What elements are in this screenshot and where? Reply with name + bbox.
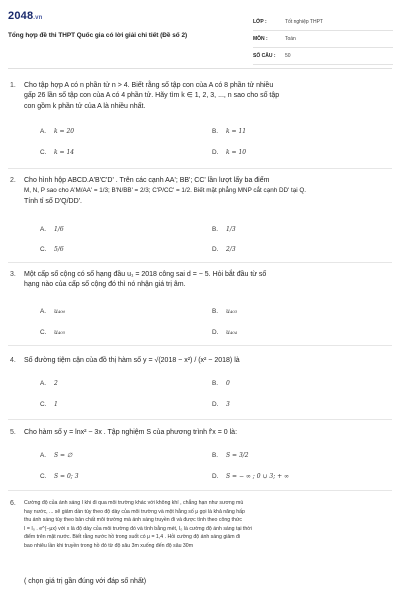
question-line: Cho hình hộp ABCD.A'B'C'D' . Trên các cạnh AA'; BB'; CC' lần lượt lấy ba điểm <box>24 177 270 184</box>
question-divider <box>8 490 392 491</box>
option-letter: A. <box>40 380 47 387</box>
option-value: k = 20 <box>54 128 75 135</box>
question-line: điểm trên mặt nước. Biết rằng nước hồ trong suốt có μ = 1,4 . Hỏi cường độ ánh sáng giảm đi <box>24 534 241 541</box>
question-line: M, N, P sao cho A'M/AA' = 1/3; B'N/BB' = 2/3; C'P/CC' = 1/2. Biết mặt phẳng MNP cắt cạnh DD' tại Q. <box>24 187 307 195</box>
question-text <box>24 356 384 366</box>
option-d[interactable] <box>212 246 236 253</box>
meta-key: MÔN : <box>253 36 268 42</box>
option-c[interactable] <box>40 149 74 156</box>
option-b[interactable] <box>212 452 249 459</box>
meta-value: Tốt nghiệp THPT <box>285 19 323 25</box>
question-line: gấp 26 lần số tập con của A có 4 phần tử. Hãy tìm k ∈ 1, 2, 3, ..., n sao cho số tập <box>24 92 280 100</box>
meta-key: SỐ CÂU : <box>253 53 276 59</box>
option-c[interactable] <box>40 329 65 336</box>
question-note: ( chọn giá trị gần đúng với đáp số nhất) <box>24 578 147 585</box>
question-text <box>24 499 389 551</box>
question-divider <box>8 262 392 263</box>
option-value: u₄₀₄ <box>226 329 238 336</box>
option-value: 1/6 <box>54 226 64 233</box>
meta-key: LỚP : <box>253 19 267 25</box>
option-letter: B. <box>212 452 219 459</box>
question-text <box>24 428 384 438</box>
option-letter: D. <box>212 246 219 253</box>
option-d[interactable] <box>212 401 230 408</box>
option-a[interactable] <box>40 128 74 135</box>
option-b[interactable] <box>212 380 230 387</box>
option-value: 5/6 <box>54 246 64 253</box>
question-line: thu ánh sáng tùy theo bản chất môi trường mà ánh sáng truyền đi và được tính theo công thức <box>24 517 242 524</box>
option-letter: D. <box>212 329 219 336</box>
option-value: k = 14 <box>54 149 75 156</box>
option-a[interactable] <box>40 226 64 233</box>
question-divider <box>8 168 392 169</box>
document-title: Tổng hợp đề thi THPT Quốc gia có lời giải chi tiết (Đề số 2) <box>8 32 188 39</box>
option-value: S = 0; 3 <box>54 473 79 480</box>
option-c[interactable] <box>40 246 64 253</box>
option-letter: B. <box>212 226 219 233</box>
meta-panel <box>253 14 393 65</box>
option-letter: B. <box>212 380 219 387</box>
question-number: 5. <box>10 429 16 436</box>
option-letter: C. <box>40 246 47 253</box>
option-letter: B. <box>212 128 219 135</box>
option-letter: D. <box>212 473 219 480</box>
option-b[interactable] <box>212 226 236 233</box>
option-value: S = ∅ <box>54 452 73 459</box>
option-letter: A. <box>40 226 47 233</box>
option-letter: A. <box>40 128 47 135</box>
question-line: Cho hàm số y = lnx² − 3x . Tập nghiệm S của phương trình f'x = 0 là: <box>24 429 238 436</box>
question-text <box>24 270 384 291</box>
option-value: 1/3 <box>226 226 236 233</box>
option-value: 2 <box>54 380 58 387</box>
option-letter: D. <box>212 401 219 408</box>
question-line: hay nước, ... sẽ giảm dần tùy theo độ dày của môi trường và một hằng số μ gọi là khả năng hấp <box>24 508 245 515</box>
question-number: 1. <box>10 82 16 89</box>
option-letter: C. <box>40 401 47 408</box>
option-d[interactable] <box>212 329 237 336</box>
question-text <box>24 81 384 112</box>
option-value: 0 <box>226 380 230 387</box>
option-value: u₄₀₃ <box>226 308 238 315</box>
option-b[interactable] <box>212 308 237 315</box>
option-letter: B. <box>212 308 219 315</box>
meta-value: 50 <box>285 53 291 59</box>
question-line: hạng nào của cấp số cộng đó thì nó nhận giá trị âm. <box>24 281 186 289</box>
question-number: 3. <box>10 271 16 278</box>
question-text <box>24 176 384 207</box>
option-value: 1 <box>54 401 58 408</box>
option-value: S = 3/2 <box>226 452 249 459</box>
option-c[interactable] <box>40 473 79 480</box>
option-letter: A. <box>40 452 47 459</box>
header-divider <box>8 68 392 69</box>
question-divider <box>8 419 392 420</box>
question-line: Số đường tiệm cận của đồ thị hàm số y = √(2018 − x²) / (x² − 2018) là <box>24 357 240 364</box>
option-value: k = 11 <box>226 128 247 135</box>
page-header <box>0 0 400 64</box>
option-c[interactable] <box>40 401 58 408</box>
option-a[interactable] <box>40 452 72 459</box>
question-line: con gồm k phần tử của A là nhiều nhất. <box>24 102 146 110</box>
question-line: Một cấp số cộng có số hạng đầu u₁ = 2018 công sai d = − 5. Hỏi bắt đầu từ số <box>24 271 267 278</box>
site-logo[interactable]: 2048.vn <box>8 10 43 22</box>
question-number: 2. <box>10 177 16 184</box>
option-value: S = − ∞ ; 0 ∪ 3; + ∞ <box>226 473 290 480</box>
option-value: u₄₀₆ <box>54 308 66 315</box>
question-line: Cho tập hợp A có n phần tử n > 4. Biết rằng số tập con của A có 8 phần tử nhiều <box>24 82 274 89</box>
option-a[interactable] <box>40 308 65 315</box>
meta-value: Toán <box>285 36 296 42</box>
meta-row-class <box>253 14 393 31</box>
option-letter: A. <box>40 308 47 315</box>
option-letter: C. <box>40 149 47 156</box>
question-line: Tính tỉ số D'Q/DD'. <box>24 197 82 205</box>
option-value: 2/3 <box>226 246 236 253</box>
option-a[interactable] <box>40 380 58 387</box>
question-number: 6. <box>10 500 16 507</box>
question-number: 4. <box>10 357 16 364</box>
option-letter: C. <box>40 473 47 480</box>
option-value: 3 <box>226 401 230 408</box>
question-line: I = I₀ . e^(−μx) với x là độ dày của môi trường đó và tính bằng mét, I₀ là cường độ ánh sáng tại thời <box>24 525 252 532</box>
option-value: u₄₀₅ <box>54 329 66 336</box>
option-d[interactable] <box>212 149 246 156</box>
option-letter: C. <box>40 329 47 336</box>
meta-row-subject <box>253 31 393 48</box>
question-divider <box>8 345 392 346</box>
option-letter: D. <box>212 149 219 156</box>
question-line: bao nhiêu lần khi truyền trong hồ đó từ độ sâu 3m xuống đến độ sâu 30m <box>24 542 194 549</box>
option-d[interactable] <box>212 473 289 480</box>
option-value: k = 10 <box>226 149 247 156</box>
option-b[interactable] <box>212 128 246 135</box>
question-line: Cường độ của ánh sáng I khi đi qua môi trường khác với không khí , chẳng hạn như sương mù <box>24 500 244 506</box>
meta-row-count <box>253 48 393 65</box>
